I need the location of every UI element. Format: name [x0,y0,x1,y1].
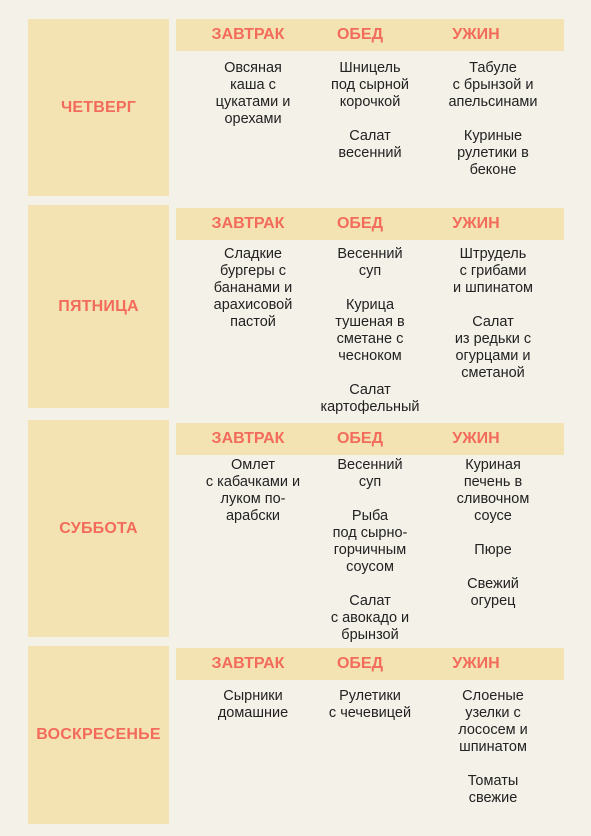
dish-item: Свежий огурец [467,576,519,609]
header-breakfast: ЗАВТРАК [211,655,285,672]
dish-item: Томаты свежие [467,773,519,806]
dish-item: Рыба под сырно- горчичным соусом [332,508,408,575]
meal-header-row [176,648,564,680]
dish-item: Табуле с брынзой и апельсинами [448,60,538,110]
dinner-column [428,457,558,610]
dish-item: Овсяная каша с цукатами и орехами [215,60,291,127]
dish-item: Куриные рулетики в беконе [457,128,529,178]
dish-item: Сырники домашние [217,688,289,721]
lunch-column [305,246,435,416]
day-label: ЧЕТВЕРГ [28,19,169,196]
lunch-column [305,688,435,722]
header-lunch: ОБЕД [336,430,383,447]
dish-item: Рулетики с чечевицей [328,688,412,721]
day-label: ПЯТНИЦА [28,205,169,408]
header-breakfast: ЗАВТРАК [211,26,285,43]
dinner-column [428,60,558,179]
header-breakfast: ЗАВТРАК [211,215,285,232]
header-lunch: ОБЕД [336,215,383,232]
dish-item: Салат весенний [338,128,402,161]
dish-item: Салат с авокадо и брынзой [330,593,410,643]
dish-item: Весенний суп [337,457,403,490]
dish-item: Курица тушеная в сметане с чесноком [335,297,405,364]
meal-header-row [176,208,564,240]
dish-item: Салат картофельный [320,382,420,415]
dinner-column [428,688,558,807]
breakfast-column [188,246,318,331]
dish-item: Сладкие бургеры с бананами и арахисовой пастой [213,246,293,330]
breakfast-column [188,60,318,128]
dish-item: Пюре [474,542,512,558]
dinner-column [428,246,558,382]
dish-item: Омлет с кабачками и луком по- арабски [205,457,301,524]
day-label: ВОСКРЕСЕНЬЕ [28,646,169,824]
dish-item: Весенний суп [337,246,403,279]
meal-header-row [176,19,564,51]
dish-item: Салат из редьки с огурцами и сметаной [454,314,532,381]
lunch-column [305,60,435,162]
header-lunch: ОБЕД [336,26,383,43]
lunch-column [305,457,435,644]
dish-item: Шницель под сырной корочкой [331,60,409,110]
breakfast-column [188,688,318,722]
breakfast-column [188,457,318,525]
header-dinner: УЖИН [452,26,500,43]
dish-item: Куриная печень в сливочном соусе [456,457,530,524]
header-breakfast: ЗАВТРАК [211,430,285,447]
header-lunch: ОБЕД [336,655,383,672]
dish-item: Штрудель с грибами и шпинатом [453,246,533,296]
header-dinner: УЖИН [452,215,500,232]
meal-header-row [176,423,564,455]
header-dinner: УЖИН [452,430,500,447]
dish-item: Слоеные узелки с лососем и шпинатом [458,688,528,755]
header-dinner: УЖИН [452,655,500,672]
day-label: СУББОТА [28,420,169,637]
